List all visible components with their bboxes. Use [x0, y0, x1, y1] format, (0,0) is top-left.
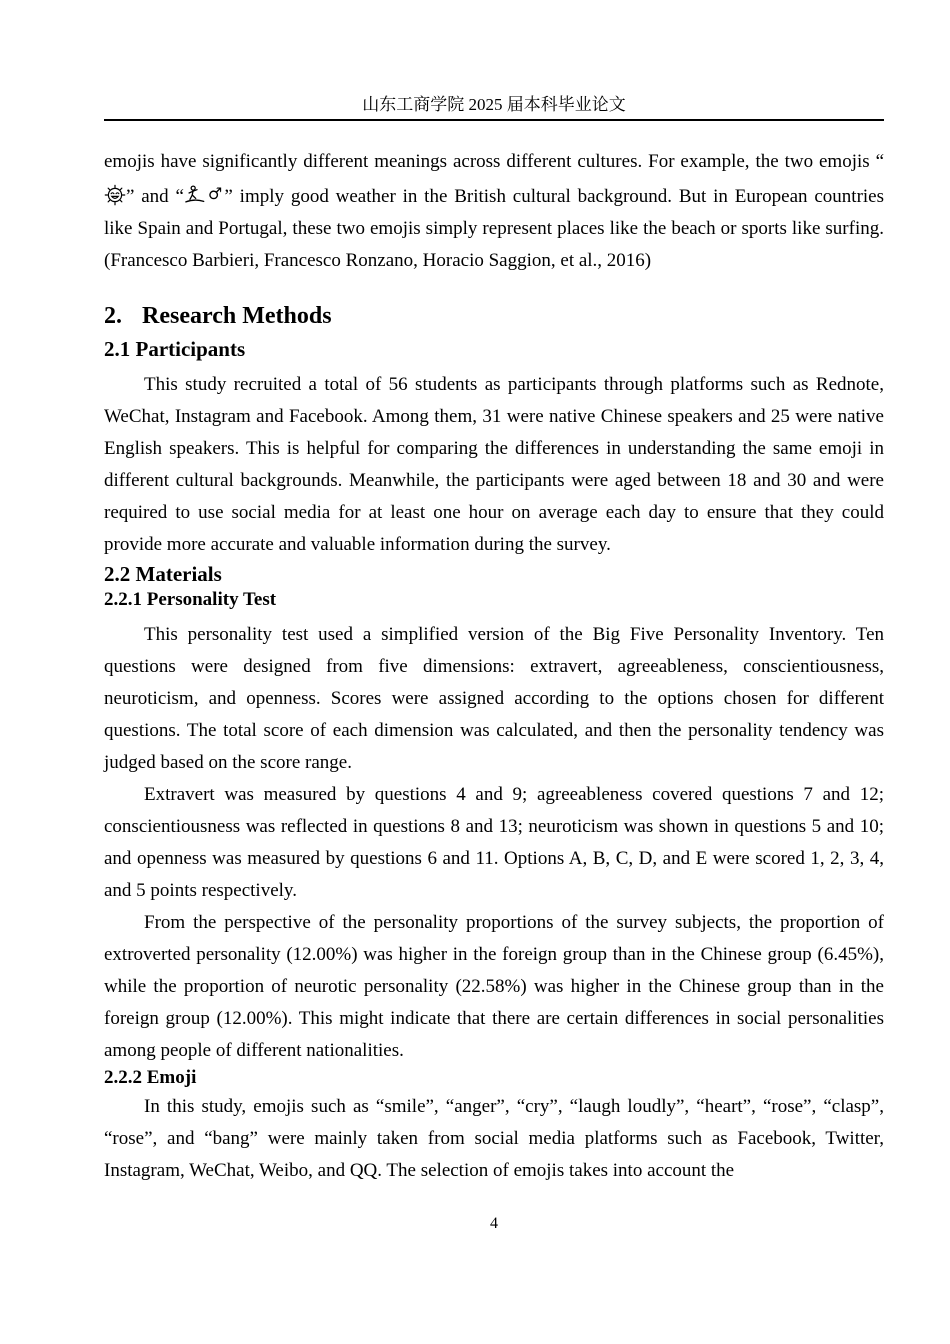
sun-with-face-emoji-icon — [104, 184, 126, 206]
page-content — [104, 0, 884, 1235]
paragraph-emoji: In this study, emojis such as “smile”, “anger”, “cry”, “laugh loudly”, “heart”, “rose”, “clasp”, “rose”, and “bang” were mainly taken from social media platforms such as Facebook, Twitter, Instagram, WeChat, Weibo, and QQ. The selection of emojis takes into account the — [104, 1096, 884, 1181]
section-number: 2. — [104, 303, 122, 329]
intro-text-3: ” imply good weather in the British cultural background. But in European countries like Spain and Portugal, these two emojis simply represent places like the beach or sports like surfing.(Francesco Barbieri, Francesco Ronzano, Horacio Saggion, et al., 2016) — [104, 186, 884, 271]
intro-text-2: ” and “ — [126, 186, 184, 207]
paragraph-participants: This study recruited a total of 56 students as participants through platforms such as Rednote, WeChat, Instagram and Facebook. Among them, 31 were native Chinese speakers and 25 were native English speakers. This is helpful for comparing the differences in understanding the same emoji in different cultural backgrounds. Meanwhile, the participants were aged between 18 and 30 and were required to use social media for at least one hour on average each day to ensure that they could provide more accurate and valuable information during the survey. — [104, 374, 884, 555]
running-head-title: 山东工商学院 2025 届本科毕业论文 — [362, 95, 626, 114]
paragraph-personality-test-3: From the perspective of the personality proportions of the survey subjects, the proportion of extroverted personality (12.00%) was higher in the foreign group than in the Chinese group (6.45%), while the proportion of neurotic personality (22.58%) was higher in the Chinese group than in the foreign group (12.00%). This might indicate that there are certain differences in social personalities among people of different nationalities. — [104, 912, 884, 1061]
paragraph-personality-test-1: This personality test used a simplified version of the Big Five Personality Inventory. Ten questions were designed from five dimensions: extravert, agreeableness, conscientiousness, neuroticism, and openness. Scores were assigned according to the options chosen for different questions. The total score of each dimension was calculated, and then the personality tendency was judged based on the score range. — [104, 624, 884, 773]
section-title: Research Methods — [142, 303, 332, 329]
subsection-heading-participants: 2.1 Participants — [104, 337, 246, 361]
paragraph-personality-test-2: Extravert was measured by questions 4 and 9; agreeableness covered questions 7 and 12; conscientiousness was reflected in questions 8 and 13; neuroticism was shown in questions 5 and 10; and openness was measured by questions 6 and 11. Options A, B, C, D, and E were scored 1, 2, 3, 4, and 5 points respectively. — [104, 784, 884, 901]
subsubsection-heading-personality-test: 2.2.1 Personality Test — [104, 589, 277, 610]
page-header — [104, 0, 884, 121]
intro-text-1: emojis have significantly different meanings across different cultures. For example, the two emojis “ — [104, 151, 884, 172]
surfer-emoji-icon — [184, 184, 206, 206]
male-sign-icon: ♂ — [205, 184, 225, 203]
section-heading-research-methods — [104, 301, 884, 331]
subsubsection-heading-emoji: 2.2.2 Emoji — [104, 1067, 197, 1088]
page-number: 4 — [490, 1215, 498, 1232]
paragraph-intro — [104, 146, 884, 277]
subsection-heading-materials: 2.2 Materials — [104, 562, 222, 586]
